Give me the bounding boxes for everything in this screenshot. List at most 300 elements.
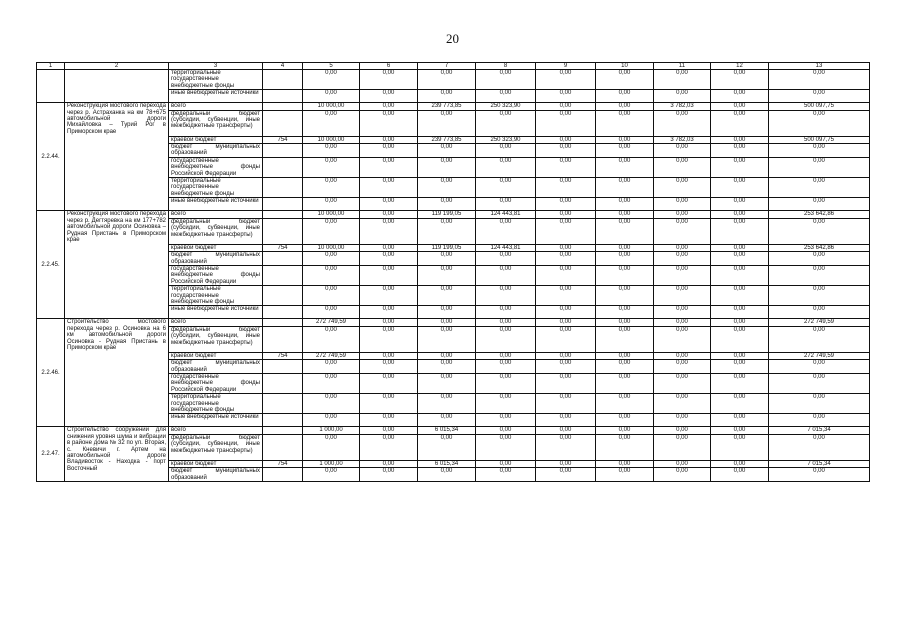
table-row xyxy=(37,319,870,326)
budget-table xyxy=(36,62,870,482)
amount-cell: 0,00 xyxy=(536,373,596,393)
amount-cell: 0,00 xyxy=(360,144,418,158)
item-code xyxy=(37,70,65,103)
amount-cell: 0,00 xyxy=(360,136,418,143)
amount-cell: 0,00 xyxy=(536,103,596,110)
amount-cell: 0,00 xyxy=(596,286,654,306)
amount-cell: 0,00 xyxy=(711,265,769,285)
amount-cell: 239 773,85 xyxy=(418,103,476,110)
funding-source: федеральный бюджет (субсидии, субвенции, иные межбюджетные трансферты) xyxy=(169,434,263,460)
budget-code: 754 xyxy=(263,352,303,359)
amount-cell: 0,00 xyxy=(360,103,418,110)
amount-cell: 0,00 xyxy=(769,90,870,103)
amount-cell: 0,00 xyxy=(654,286,711,306)
amount-cell: 0,00 xyxy=(536,70,596,90)
amount-cell: 0,00 xyxy=(303,434,360,460)
amount-cell: 0,00 xyxy=(654,144,711,158)
budget-code xyxy=(263,157,303,177)
amount-cell: 0,00 xyxy=(360,286,418,306)
amount-cell: 6 015,34 xyxy=(418,427,476,434)
amount-cell: 0,00 xyxy=(769,178,870,198)
amount-cell: 0,00 xyxy=(360,414,418,427)
amount-cell: 0,00 xyxy=(360,252,418,266)
amount-cell: 0,00 xyxy=(536,319,596,326)
item-code: 2.2.44. xyxy=(37,103,65,211)
amount-cell: 0,00 xyxy=(476,427,536,434)
funding-source: территориальные государственные внебюджетные фонды xyxy=(169,70,263,90)
amount-cell: 0,00 xyxy=(711,468,769,482)
amount-cell: 0,00 xyxy=(769,252,870,266)
amount-cell: 272 749,59 xyxy=(769,352,870,359)
amount-cell: 119 199,05 xyxy=(418,211,476,218)
amount-cell: 0,00 xyxy=(303,110,360,136)
funding-source: государственные внебюджетные фонды Российской Федерации xyxy=(169,265,263,285)
amount-cell: 0,00 xyxy=(360,244,418,251)
amount-cell: 0,00 xyxy=(303,373,360,393)
amount-cell: 0,00 xyxy=(596,110,654,136)
amount-cell: 272 749,59 xyxy=(303,352,360,359)
amount-cell: 0,00 xyxy=(536,198,596,211)
amount-cell: 0,00 xyxy=(418,373,476,393)
budget-code xyxy=(263,319,303,326)
amount-cell: 0,00 xyxy=(536,252,596,266)
amount-cell: 0,00 xyxy=(418,157,476,177)
funding-source: всего xyxy=(169,211,263,218)
column-number: 5 xyxy=(303,63,360,70)
amount-cell: 0,00 xyxy=(360,394,418,414)
amount-cell: 0,00 xyxy=(711,136,769,143)
amount-cell: 0,00 xyxy=(418,198,476,211)
budget-code xyxy=(263,178,303,198)
amount-cell: 0,00 xyxy=(711,90,769,103)
amount-cell: 124 443,81 xyxy=(476,211,536,218)
budget-code xyxy=(263,427,303,434)
amount-cell: 0,00 xyxy=(303,252,360,266)
funding-source: иные внебюджетные источники xyxy=(169,414,263,427)
amount-cell: 0,00 xyxy=(360,265,418,285)
amount-cell: 0,00 xyxy=(536,218,596,244)
amount-cell: 6 015,34 xyxy=(418,460,476,467)
amount-cell: 0,00 xyxy=(303,306,360,319)
amount-cell: 0,00 xyxy=(476,252,536,266)
amount-cell: 0,00 xyxy=(476,157,536,177)
amount-cell: 0,00 xyxy=(596,394,654,414)
amount-cell: 0,00 xyxy=(711,70,769,90)
budget-code xyxy=(263,198,303,211)
amount-cell: 0,00 xyxy=(303,394,360,414)
amount-cell: 0,00 xyxy=(596,218,654,244)
amount-cell: 0,00 xyxy=(476,306,536,319)
amount-cell: 0,00 xyxy=(596,157,654,177)
budget-code: 754 xyxy=(263,460,303,467)
amount-cell: 0,00 xyxy=(303,198,360,211)
amount-cell: 0,00 xyxy=(418,252,476,266)
funding-source: краевой бюджет xyxy=(169,244,263,251)
amount-cell: 0,00 xyxy=(476,352,536,359)
budget-code xyxy=(263,144,303,158)
budget-code xyxy=(263,414,303,427)
budget-code xyxy=(263,110,303,136)
funding-source: территориальные государственные внебюджетные фонды xyxy=(169,178,263,198)
amount-cell: 0,00 xyxy=(360,319,418,326)
amount-cell: 0,00 xyxy=(536,286,596,306)
amount-cell: 0,00 xyxy=(596,434,654,460)
amount-cell: 0,00 xyxy=(596,244,654,251)
amount-cell: 0,00 xyxy=(360,460,418,467)
amount-cell: 0,00 xyxy=(596,414,654,427)
amount-cell: 0,00 xyxy=(711,319,769,326)
funding-source: иные внебюджетные источники xyxy=(169,306,263,319)
column-number: 8 xyxy=(476,63,536,70)
amount-cell: 500 097,75 xyxy=(769,136,870,143)
amount-cell: 0,00 xyxy=(418,178,476,198)
amount-cell: 7 015,34 xyxy=(769,460,870,467)
column-number: 13 xyxy=(769,63,870,70)
amount-cell: 250 323,90 xyxy=(476,136,536,143)
budget-code xyxy=(263,326,303,352)
amount-cell: 0,00 xyxy=(711,103,769,110)
amount-cell: 0,00 xyxy=(418,306,476,319)
column-number: 6 xyxy=(360,63,418,70)
amount-cell: 0,00 xyxy=(596,352,654,359)
amount-cell: 0,00 xyxy=(536,110,596,136)
amount-cell: 0,00 xyxy=(418,326,476,352)
amount-cell: 0,00 xyxy=(596,178,654,198)
column-number: 11 xyxy=(654,63,711,70)
amount-cell: 10 000,00 xyxy=(303,211,360,218)
amount-cell: 0,00 xyxy=(654,414,711,427)
object-name: Строительство сооружений для снижения уровня шума и вибрации в районе дома № 32 по ул. Вторая, с. Кневичи г. Артем на автомобильной дороге Владивосток - Находка - порт Восточный xyxy=(65,427,169,482)
budget-code xyxy=(263,373,303,393)
budget-code xyxy=(263,211,303,218)
amount-cell: 0,00 xyxy=(711,427,769,434)
amount-cell: 0,00 xyxy=(654,252,711,266)
budget-code xyxy=(263,252,303,266)
amount-cell: 0,00 xyxy=(711,218,769,244)
amount-cell: 0,00 xyxy=(303,218,360,244)
funding-source: краевой бюджет xyxy=(169,460,263,467)
amount-cell: 0,00 xyxy=(654,319,711,326)
amount-cell: 0,00 xyxy=(711,198,769,211)
amount-cell: 0,00 xyxy=(303,414,360,427)
budget-code xyxy=(263,265,303,285)
amount-cell: 3 782,03 xyxy=(654,103,711,110)
amount-cell: 0,00 xyxy=(360,427,418,434)
amount-cell: 0,00 xyxy=(654,110,711,136)
amount-cell: 0,00 xyxy=(596,326,654,352)
amount-cell: 0,00 xyxy=(418,218,476,244)
amount-cell: 0,00 xyxy=(418,70,476,90)
amount-cell: 0,00 xyxy=(769,394,870,414)
amount-cell: 0,00 xyxy=(303,157,360,177)
funding-source: федеральный бюджет (субсидии, субвенции, иные межбюджетные трансферты) xyxy=(169,326,263,352)
amount-cell: 0,00 xyxy=(711,360,769,374)
amount-cell: 0,00 xyxy=(769,414,870,427)
amount-cell: 0,00 xyxy=(654,306,711,319)
amount-cell: 0,00 xyxy=(654,326,711,352)
amount-cell: 0,00 xyxy=(418,360,476,374)
item-code: 2.2.47. xyxy=(37,427,65,482)
funding-source: бюджет муниципальных образований xyxy=(169,360,263,374)
funding-source: бюджет муниципальных образований xyxy=(169,252,263,266)
amount-cell: 0,00 xyxy=(654,460,711,467)
budget-code xyxy=(263,394,303,414)
budget-code xyxy=(263,468,303,482)
amount-cell: 124 443,81 xyxy=(476,244,536,251)
amount-cell: 0,00 xyxy=(536,306,596,319)
amount-cell: 0,00 xyxy=(596,265,654,285)
amount-cell: 0,00 xyxy=(418,286,476,306)
amount-cell: 3 782,03 xyxy=(654,136,711,143)
amount-cell: 0,00 xyxy=(418,110,476,136)
amount-cell: 0,00 xyxy=(536,468,596,482)
amount-cell: 0,00 xyxy=(711,244,769,251)
column-number: 4 xyxy=(263,63,303,70)
amount-cell: 0,00 xyxy=(536,394,596,414)
funding-source: территориальные государственные внебюджетные фонды xyxy=(169,286,263,306)
amount-cell: 0,00 xyxy=(711,434,769,460)
budget-code xyxy=(263,306,303,319)
amount-cell: 0,00 xyxy=(711,110,769,136)
amount-cell: 1 000,00 xyxy=(303,427,360,434)
funding-source: всего xyxy=(169,103,263,110)
amount-cell: 0,00 xyxy=(536,460,596,467)
amount-cell: 0,00 xyxy=(769,157,870,177)
funding-source: иные внебюджетные источники xyxy=(169,90,263,103)
object-name: Строительство мостового перехода через р. Осиновка на 6 км автомобильной дороги Осиновка - Рудная Пристань в Приморском крае xyxy=(65,319,169,427)
amount-cell: 0,00 xyxy=(303,360,360,374)
amount-cell: 0,00 xyxy=(596,136,654,143)
funding-source: федеральный бюджет (субсидии, субвенции, иные межбюджетные трансферты) xyxy=(169,218,263,244)
amount-cell: 0,00 xyxy=(654,198,711,211)
amount-cell: 0,00 xyxy=(769,306,870,319)
amount-cell: 0,00 xyxy=(596,198,654,211)
amount-cell: 0,00 xyxy=(360,352,418,359)
amount-cell: 0,00 xyxy=(360,360,418,374)
amount-cell: 10 000,00 xyxy=(303,136,360,143)
amount-cell: 0,00 xyxy=(476,265,536,285)
amount-cell: 0,00 xyxy=(769,198,870,211)
amount-cell: 0,00 xyxy=(769,434,870,460)
column-number-row xyxy=(37,63,870,70)
funding-source: краевой бюджет xyxy=(169,136,263,143)
amount-cell: 0,00 xyxy=(476,468,536,482)
amount-cell: 0,00 xyxy=(654,434,711,460)
funding-source: бюджет муниципальных образований xyxy=(169,468,263,482)
amount-cell: 0,00 xyxy=(360,306,418,319)
amount-cell: 0,00 xyxy=(769,373,870,393)
amount-cell: 0,00 xyxy=(536,90,596,103)
amount-cell: 0,00 xyxy=(654,394,711,414)
amount-cell: 0,00 xyxy=(596,90,654,103)
amount-cell: 0,00 xyxy=(596,103,654,110)
amount-cell: 0,00 xyxy=(476,319,536,326)
amount-cell: 272 749,59 xyxy=(303,319,360,326)
amount-cell: 0,00 xyxy=(654,157,711,177)
amount-cell: 0,00 xyxy=(476,460,536,467)
amount-cell: 0,00 xyxy=(536,427,596,434)
amount-cell: 0,00 xyxy=(711,460,769,467)
amount-cell: 0,00 xyxy=(418,394,476,414)
amount-cell: 0,00 xyxy=(654,265,711,285)
amount-cell: 0,00 xyxy=(418,352,476,359)
amount-cell: 0,00 xyxy=(654,70,711,90)
page-number: 20 xyxy=(446,31,459,46)
amount-cell: 0,00 xyxy=(536,136,596,143)
amount-cell: 0,00 xyxy=(536,352,596,359)
budget-code xyxy=(263,360,303,374)
table-row xyxy=(37,70,870,90)
amount-cell: 0,00 xyxy=(418,468,476,482)
amount-cell: 0,00 xyxy=(418,90,476,103)
funding-source: территориальные государственные внебюджетные фонды xyxy=(169,394,263,414)
amount-cell: 0,00 xyxy=(654,360,711,374)
amount-cell: 0,00 xyxy=(596,319,654,326)
amount-cell: 0,00 xyxy=(360,434,418,460)
amount-cell: 239 773,85 xyxy=(418,136,476,143)
amount-cell: 0,00 xyxy=(303,178,360,198)
amount-cell: 0,00 xyxy=(360,373,418,393)
amount-cell: 0,00 xyxy=(769,326,870,352)
amount-cell: 0,00 xyxy=(536,434,596,460)
column-number: 10 xyxy=(596,63,654,70)
amount-cell: 253 642,86 xyxy=(769,211,870,218)
item-code: 2.2.46. xyxy=(37,319,65,427)
amount-cell: 0,00 xyxy=(536,244,596,251)
amount-cell: 0,00 xyxy=(476,198,536,211)
column-number: 1 xyxy=(37,63,65,70)
budget-code xyxy=(263,218,303,244)
amount-cell: 0,00 xyxy=(303,286,360,306)
amount-cell: 0,00 xyxy=(654,178,711,198)
amount-cell: 0,00 xyxy=(476,286,536,306)
amount-cell: 0,00 xyxy=(360,178,418,198)
amount-cell: 0,00 xyxy=(711,326,769,352)
budget-code xyxy=(263,70,303,90)
amount-cell: 0,00 xyxy=(596,252,654,266)
amount-cell: 10 000,00 xyxy=(303,244,360,251)
budget-code: 754 xyxy=(263,244,303,251)
amount-cell: 0,00 xyxy=(769,110,870,136)
budget-code xyxy=(263,90,303,103)
amount-cell: 0,00 xyxy=(596,468,654,482)
amount-cell: 500 097,75 xyxy=(769,103,870,110)
column-number: 7 xyxy=(418,63,476,70)
amount-cell: 0,00 xyxy=(711,306,769,319)
object-name: Реконструкция мостового перехода через р. Дегтяревка на км 177+782 автомобильной дороги Осиновка – Рудная Пристань в Приморском крае xyxy=(65,211,169,319)
table-row xyxy=(37,427,870,434)
amount-cell: 0,00 xyxy=(536,326,596,352)
amount-cell: 0,00 xyxy=(711,414,769,427)
amount-cell: 0,00 xyxy=(536,157,596,177)
amount-cell: 0,00 xyxy=(303,70,360,90)
amount-cell: 0,00 xyxy=(303,326,360,352)
amount-cell: 0,00 xyxy=(769,144,870,158)
table-row xyxy=(37,211,870,218)
amount-cell: 0,00 xyxy=(418,434,476,460)
amount-cell: 0,00 xyxy=(769,468,870,482)
amount-cell: 0,00 xyxy=(418,414,476,427)
amount-cell: 0,00 xyxy=(536,414,596,427)
amount-cell: 0,00 xyxy=(476,373,536,393)
amount-cell: 0,00 xyxy=(360,211,418,218)
amount-cell: 0,00 xyxy=(476,90,536,103)
amount-cell: 0,00 xyxy=(654,218,711,244)
amount-cell: 0,00 xyxy=(418,319,476,326)
amount-cell: 253 642,86 xyxy=(769,244,870,251)
amount-cell: 1 000,00 xyxy=(303,460,360,467)
amount-cell: 0,00 xyxy=(654,373,711,393)
amount-cell: 0,00 xyxy=(360,326,418,352)
amount-cell: 0,00 xyxy=(596,373,654,393)
amount-cell: 0,00 xyxy=(654,427,711,434)
amount-cell: 0,00 xyxy=(654,211,711,218)
amount-cell: 0,00 xyxy=(418,265,476,285)
amount-cell: 0,00 xyxy=(596,460,654,467)
amount-cell: 0,00 xyxy=(360,157,418,177)
amount-cell: 0,00 xyxy=(476,144,536,158)
amount-cell: 250 323,90 xyxy=(476,103,536,110)
object-name xyxy=(65,70,169,103)
object-name: Реконструкция мостового перехода через р. Астраханка на км 78+675 автомобильной дороги Михайловка – Турий Рог в Приморском крае xyxy=(65,103,169,211)
column-number: 9 xyxy=(536,63,596,70)
funding-source: государственные внебюджетные фонды Российской Федерации xyxy=(169,373,263,393)
amount-cell: 0,00 xyxy=(476,326,536,352)
amount-cell: 0,00 xyxy=(769,218,870,244)
amount-cell: 119 199,05 xyxy=(418,244,476,251)
amount-cell: 0,00 xyxy=(654,352,711,359)
amount-cell: 0,00 xyxy=(476,434,536,460)
amount-cell: 0,00 xyxy=(360,110,418,136)
amount-cell: 7 015,34 xyxy=(769,427,870,434)
table-body xyxy=(37,63,870,482)
amount-cell: 0,00 xyxy=(769,360,870,374)
amount-cell: 0,00 xyxy=(476,218,536,244)
amount-cell: 0,00 xyxy=(536,265,596,285)
amount-cell: 0,00 xyxy=(303,265,360,285)
amount-cell: 0,00 xyxy=(769,265,870,285)
amount-cell: 0,00 xyxy=(711,178,769,198)
amount-cell: 0,00 xyxy=(711,286,769,306)
amount-cell: 0,00 xyxy=(596,427,654,434)
funding-source: всего xyxy=(169,427,263,434)
budget-code xyxy=(263,434,303,460)
funding-source: федеральный бюджет (субсидии, субвенции, иные межбюджетные трансферты) xyxy=(169,110,263,136)
amount-cell: 0,00 xyxy=(536,211,596,218)
amount-cell: 0,00 xyxy=(596,306,654,319)
amount-cell: 0,00 xyxy=(769,70,870,90)
amount-cell: 0,00 xyxy=(476,414,536,427)
funding-source: всего xyxy=(169,319,263,326)
amount-cell: 0,00 xyxy=(360,468,418,482)
amount-cell: 0,00 xyxy=(769,286,870,306)
budget-code xyxy=(263,286,303,306)
funding-source: иные внебюджетные источники xyxy=(169,198,263,211)
amount-cell: 0,00 xyxy=(360,90,418,103)
amount-cell: 0,00 xyxy=(711,252,769,266)
amount-cell: 0,00 xyxy=(596,70,654,90)
amount-cell: 272 749,59 xyxy=(769,319,870,326)
column-number: 3 xyxy=(169,63,263,70)
amount-cell: 0,00 xyxy=(476,394,536,414)
funding-source: бюджет муниципальных образований xyxy=(169,144,263,158)
amount-cell: 0,00 xyxy=(711,144,769,158)
column-number: 2 xyxy=(65,63,169,70)
amount-cell: 0,00 xyxy=(654,468,711,482)
budget-code xyxy=(263,103,303,110)
item-code: 2.2.45. xyxy=(37,211,65,319)
amount-cell: 0,00 xyxy=(418,144,476,158)
